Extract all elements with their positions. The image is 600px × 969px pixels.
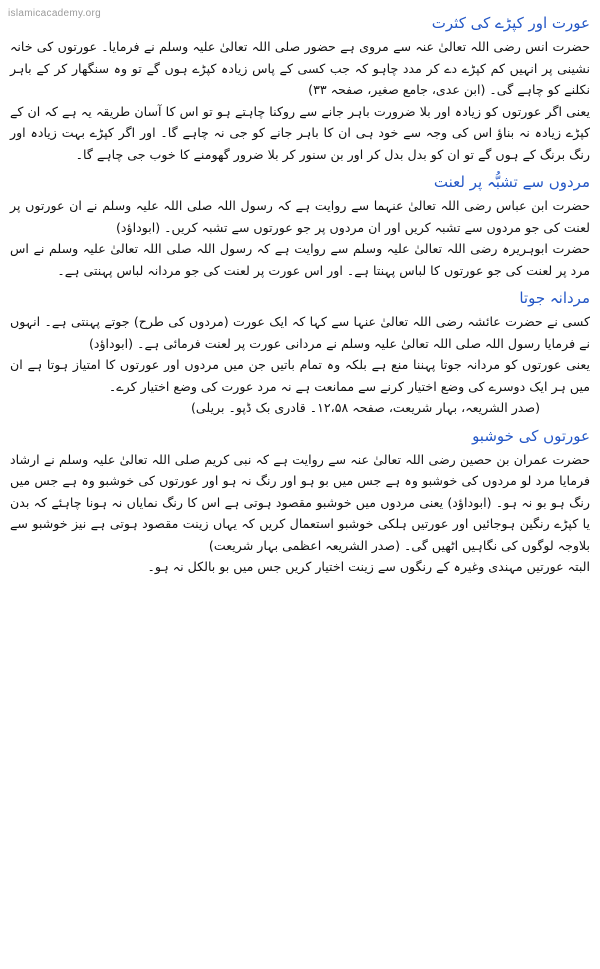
- paragraph: البتہ عورتیں مہندی وغیرہ کے رنگوں سے زینت اختیار کریں جس میں بو بالکل نہ ہو۔: [147, 559, 590, 574]
- section-mens-shoes: [10, 287, 590, 419]
- paragraph: حضرت عمران بن حصین رضی اللہ تعالیٰ عنہ سے روایت ہے کہ نبی کریم صلی اللہ تعالیٰ علیہ وسلم نے ارشاد فرمایا مرد لو مردوں کی خوشبو وہ ہے جس میں بو ہو اور رنگ نہ ہو اور عورتوں کی خوشبو وہ ہے جس میں رنگ ہو بو نہ ہو۔ (ابوداؤد) یعنی مردوں میں خوشبو مقصود ہوتی ہے اس کا رنگ نمایاں نہ ہونا چاہئے کہ بدن یا کپڑے رنگین ہوجائیں اور عورتیں ہلکی خوشبو استعمال کریں کہ یہاں زینت مقصود ہوتی ہے نیز خوشبو سے بلاوجہ لوگوں کی نگاہیں اٹھیں گی۔ (صدر الشریعہ اعظمی بہار شریعت): [10, 451, 590, 553]
- site-watermark: islamicacademy.org: [8, 8, 102, 19]
- section-title: عورت اور کپڑے کی کثرت: [431, 14, 590, 32]
- citation: (صدر الشریعہ، بہار شریعت، صفحہ ۱۲،۵۸۔ قادری بک ڈپو۔ بریلی): [191, 400, 540, 415]
- article-content: [10, 12, 590, 578]
- paragraph: یعنی اگر عورتوں کو زیادہ اور بلا ضرورت باہر جانے سے روکنا چاہتے ہو تو اس کا آسان طریقہ یہ ہے کہ ان کے کپڑے زیادہ نہ بناؤ اس کی وجہ سے خود ہی ان کا باہر جانے کو جی نہ چاہے گا۔ اور اگر کپڑے بہت زیادہ اور رنگ برنگ کے ہوں گے تو ان کو بدل بدل کر اور بن سنور کر بلا ضرور گھومنے کا خوب جی چاہے گا۔: [10, 103, 590, 162]
- section-womens-fragrance: [10, 425, 590, 578]
- paragraph: حضرت ابن عباس رضی اللہ تعالیٰ عنہما سے روایت ہے کہ رسول اللہ صلی اللہ علیہ وسلم نے ان عورتوں پر لعنت کی جو مردوں سے تشبہ کریں اور ان مردوں پر جو عورتوں سے تشبہ کریں۔ (ابوداؤد): [10, 198, 590, 235]
- section-title: مردوں سے تشبُّہ پر لعنت: [433, 173, 590, 191]
- paragraph: یعنی عورتوں کو مردانہ جوتا پہننا منع ہے بلکہ وہ تمام باتیں جن میں مردوں اور عورتوں کا امتیاز ہوتا ہے ان میں ہر ایک دوسرے کی وضع اختیار کرنے سے ممانعت ہے نہ مرد عورت کی وضع اختیار کرے۔: [10, 357, 590, 394]
- section-title: عورتوں کی خوشبو: [472, 426, 590, 445]
- section-imitating-men: [10, 171, 590, 281]
- section-title: مردانہ جوتا: [519, 289, 590, 307]
- section-clothing-abundance: [10, 12, 590, 165]
- paragraph: حضرت انس رضی اللہ تعالیٰ عنہ سے مروی ہے حضور صلی اللہ تعالیٰ علیہ وسلم نے فرمایا۔ عورتوں کی خانہ نشینی پر انہیں کم کپڑے دے کر مدد چاہو کہ جب کسی کے پاس زیادہ کپڑے ہوں گے تو وہ سنگھار کر کے باہر نکلنے کو چاہے گی۔ (ابن عدی، جامع صغیر، صفحہ ۳۳): [10, 39, 590, 97]
- paragraph: کسی نے حضرت عائشہ رضی اللہ تعالیٰ عنہا سے کہا کہ ایک عورت (مردوں کی طرح) جوتے پہنتی ہے۔ انہوں نے فرمایا رسول اللہ صلی اللہ تعالیٰ علیہ وسلم نے مردانی عورت پر لعنت فرمائی ہے۔ (ابوداؤد): [10, 314, 590, 351]
- paragraph: حضرت ابوہریرہ رضی اللہ تعالیٰ علیہ وسلم سے روایت ہے کہ رسول اللہ صلی اللہ تعالیٰ علیہ وسلم نے اس مرد پر لعنت کی جو عورتوں کا لباس پہنتا ہے۔ اور اس عورت پر لعنت کی جو مردانہ لباس پہنتی ہے۔: [10, 241, 590, 278]
